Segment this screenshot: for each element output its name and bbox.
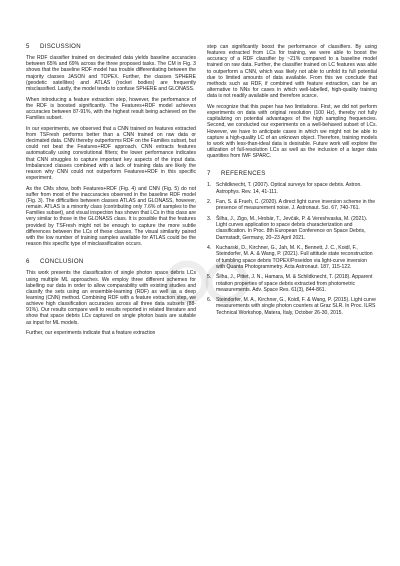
reference-text: Šilha, J., Pittet, J. N., Hamara, M. & Schildknecht, T. (2018). Apparent rotation properties of space debris extracted from photometric measurements. Adv. Space Res. 61(3), 844-861. [216,274,373,293]
reference-number: 2. [207,199,212,206]
reference-number: 5. [207,274,212,281]
reference-text: Fan, S. & Frueh, C. (2020). A direct light curve inversion scheme in the presence of measurement noise. J. Astronaut. Sci. 67, 740-761. [216,199,376,212]
reference-text: Šilha, J., Zigo, M., Hrobár, T., Jevčák, P. & Vereshvaska, M. (2021). Light curves application to space debris characterization and classification. In Proc. 8th European Conference on Space Debris, Darmstadt, Germany, 20–23 April 2021. [216,216,368,241]
section-title: CONCLUSION [40,258,84,266]
references-heading [207,171,377,177]
left-column [26,34,196,341]
conclusion-continued-paragraph: step can significantly boost the performance of classifiers. By using features extracted from LCs for training, we were able to boost the accuracy of a RDF classifier by ~21% compared to a baseline model trained on raw data. Further, the classifier trained on LC features was able to outperform a CNN, which was likely not able to unfold its full potential due to limited amounts of data available. From this we conclude that methods such as RDF, if combined with feature extraction, can be an alternative to NNs for cases in which well-labelled, high-quality training data is not readily available and therefore scarce. [207,44,377,100]
references-section [207,171,377,315]
section-number: 6 [26,258,30,266]
section-title: DISCUSSION [40,43,81,50]
reference-number: 3. [207,216,212,223]
reference-item [207,199,377,211]
discussion-paragraph: The RDF classifier trained on decimated data yields baseline accuracies between 65% and 69% across the three proposed tasks. The CM in Fig. 3 shows that the baseline RDF model has trouble differentiating between the majority classes JASON and TOPEX. Further, the classes SPHERE (geodetic satellites) and ATLAS (rocket bodies) are frequently misclassified. Lastly, the model tends to confuse SPHERE and GLONASS. [26,55,196,92]
reference-item [207,182,377,194]
reference-list [207,182,377,315]
discussion-paragraph: In our experiments, we observed that a CNN trained on features extracted from TSFresh performs better than a CNN trained on raw data or decimated data. CNN thereby outperforms RDF on the Families subset, but could not beat the Features+RDF approach. CNN extracts features automatically using convolutional filters; the lower performance indicates that CNN struggles to capture important key aspects of the input data. Imbalanced classes combined with a lack of training data are likely the reason why CNN could not outperform Features+RDF in this specific experiment. [26,125,196,181]
reference-item [207,274,377,292]
reference-item [207,245,377,270]
conclusion-paragraph: This work presents the classification of single photon space debris LCs using multiple ML approaches. We employ three different schemes for labelling our data in order to allow comparability with existing studies and classify the sets using an ensemble-learning (RDF) as well as a deep learning (CNN) method. Combining RDF with a feature extraction step, we achieve high classification accuracies across all three data subsets (88-91%). Our results compare well to results reported in related literature and show that space debris LCs captured on single photon basis are suitable as input for ML models. [26,270,196,326]
reference-text: Schildknecht, T. (2007). Optical surveys for space debris. Astron. Astrophys. Rev. 14, 41-111. [216,182,362,195]
section-number: 5 [26,43,30,50]
right-column [207,34,377,320]
limitations-paragraph: We recognize that this paper has two limitations. First, we did not perform experiments on data with original resolution (100 Hz), thereby not fully capitalizing on potential advantages of the high sampling frequencies. Second, we conducted our experiments on a well-behaved subset of LCs. However, we have to anticipate cases in which we might not be able to capture a high-quality LC of an unknown object. Therefore, training models to work with less-than-ideal data is desirable. Future work will explore the utilization of full-resolution LCs as well as the inclusion of a larger data quantities from IWF SPARC. [207,103,377,160]
reference-number: 4. [207,245,212,252]
section-number: 7 [207,170,211,178]
reference-number: 6. [207,297,212,304]
reference-item [207,297,377,315]
discussion-paragraph: As the CMs show, both Features+RDF (Fig. 4) and CNN (Fig. 5) do not suffer from most of the inaccuracies observed in the baseline RDF model (Fig. 3). The difficulties between classes ATLAS and GLONASS, however, remain. ATLAS is a minority class (contributing only 7.6% of samples to the Families subset), and visual inspection has shown that LCs in this class are very similar to those in the GLONASS class. It is possible that the features provided by TSFresh might not be enough to capture the more subtle differences between the LCs of these classes. The visual similarity paired with the low number of training samples available for ATLAS could be the reason this specific type of misclassification occurs. [26,185,196,248]
discussion-heading [26,44,196,50]
conclusion-heading [26,259,196,265]
reference-item [207,216,377,241]
conclusion-section [26,259,196,336]
section-title: REFERENCES [221,170,266,178]
reference-number: 1. [207,182,212,189]
discussion-paragraph: When introducing a feature extraction step, however, the performance of the RDF is boosted significantly. The Features+RDF model achieves accuracies between 87-91%, with the highest result being achieved on the Families subset. [26,96,196,122]
reference-text: Steindorfer, M. A., Kirchner, G., Koidl, F. & Wang, P. (2015). Light curve measurements with single photon counters at Graz SLR. In Proc. ILRS Technical Workshop, Matera, Italy, October 26-30, 2015. [216,297,376,316]
discussion-section [26,44,196,247]
conclusion-paragraph: Further, our experiments indicate that a feature extraction [26,330,156,337]
reference-text: Kucharski, D., Kirchner, G., Jah, M. K., Bennett, J. C., Koidl, F., Steindorfer, M. A. & Wang, P. (2021). Full attitude state reconstruction of tumbling space debris TOPEX/Poseidon via light-curve inversion with Quanta Photogrammetry. Acta Astronaut. 187, 115-122. [216,245,373,270]
